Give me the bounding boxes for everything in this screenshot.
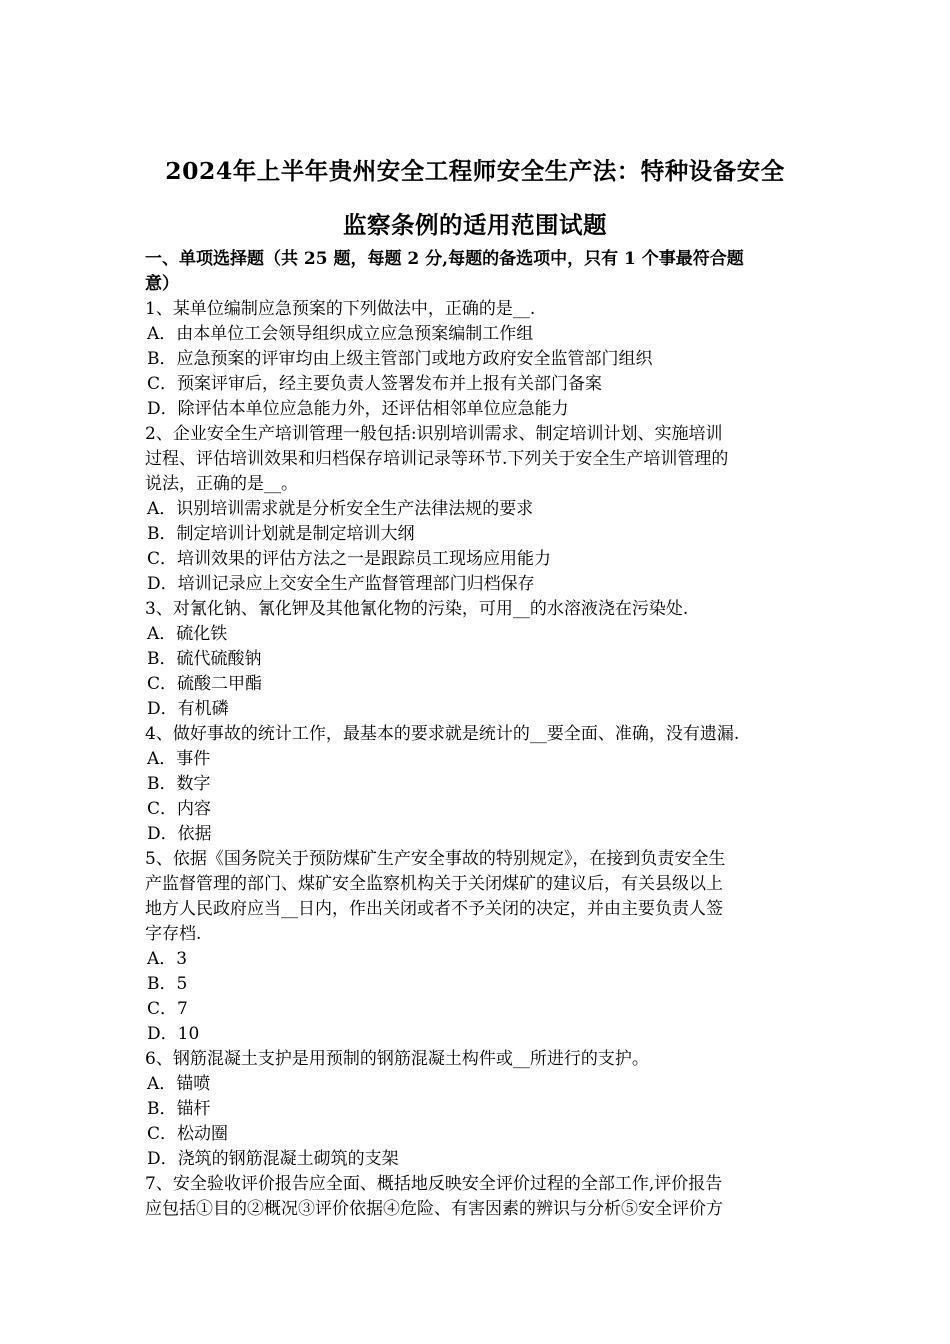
question-1 [145,297,815,422]
answer-option: C．预案评审后，经主要负责人签署发布并上报有关部门备案 [147,374,603,394]
question-7 [145,1172,815,1222]
document-title-line-2: 监察条例的适用范围试题 [343,211,607,239]
answer-option: B．硫代硫酸钠 [147,649,262,669]
answer-option: B．锚杆 [147,1099,211,1119]
question-stem-line: 5、依据《国务院关于预防煤矿生产安全事故的特别规定》，在接到负责安全生 [145,849,726,869]
answer-option: D．培训记录应上交安全生产监督管理部门归档保存 [147,574,535,594]
question-stem-line: 7、安全验收评价报告应全面、概括地反映安全评价过程的全部工作,评价报告 [145,1174,723,1194]
question-stem-line: 过程、评估培训效果和归档保存培训记录等环节.下列关于安全生产培训管理的 [145,449,729,469]
answer-option: A．锚喷 [147,1074,211,1094]
question-stem-line: 1、某单位编制应急预案的下列做法中，正确的是__. [145,299,536,319]
question-5 [145,847,815,1047]
answer-option: C．硫酸二甲酯 [147,674,263,694]
answer-option: D．除评估本单位应急能力外，还评估相邻单位应急能力 [147,399,569,419]
answer-option: B．应急预案的评审均由上级主管部门或地方政府安全监管部门组织 [147,349,653,369]
answer-option: C．培训效果的评估方法之一是跟踪员工现场应用能力 [147,549,552,569]
question-stem-line: 地方人民政府应当__日内，作出关闭或者不予关闭的决定，并由主要负责人签 [145,899,723,919]
section-heading-continued: 意） [145,274,179,294]
document-title-line-1: 2024年上半年贵州安全工程师安全生产法：特种设备安全 [165,157,785,185]
question-stem-line: 2、企业安全生产培训管理一般包括:识别培训需求、制定培训计划、实施培训 [145,424,723,444]
answer-option: C．7 [147,999,188,1019]
answer-option: A．硫化铁 [147,624,228,644]
question-stem-line: 4、做好事故的统计工作，最基本的要求就是统计的__要全面、准确，没有遗漏. [145,724,740,744]
answer-option: C．松动圈 [147,1124,229,1144]
question-3 [145,597,815,722]
question-2 [145,422,815,597]
answer-option: D．10 [147,1024,200,1044]
question-stem-line: 产监督管理的部门、煤矿安全监察机构关于关闭煤矿的建议后，有关县级以上 [145,874,723,894]
answer-option: A．事件 [147,749,211,769]
answer-option: D．浇筑的钢筋混凝土砌筑的支架 [147,1149,399,1169]
answer-option: B．数字 [147,774,211,794]
question-stem-line: 6、钢筋混凝土支护是用预制的钢筋混凝土构件或__所进行的支护。 [145,1049,649,1069]
answer-option: D．有机磷 [147,699,229,719]
answer-option: A．识别培训需求就是分析安全生产法律法规的要求 [147,499,534,519]
answer-option: B．5 [147,974,188,994]
section-heading: 一、单项选择题（共 25 题，每题 2 分,每题的备选项中，只有 1 个事最符合题 [145,249,744,269]
answer-option: A．3 [147,949,188,969]
question-stem-line: 3、对氰化钠、氰化钾及其他氰化物的污染，可用__的水溶液浇在污染处. [145,599,689,619]
question-stem-line: 说法，正确的是__。 [145,474,298,494]
document-body [145,247,815,1222]
answer-option: D．依据 [147,824,212,844]
answer-option: B．制定培训计划就是制定培训大纲 [147,524,415,544]
answer-option: A．由本单位工会领导组织成立应急预案编制工作组 [147,324,534,344]
question-6 [145,1047,815,1172]
answer-option: C．内容 [147,799,212,819]
question-stem-line: 应包括①目的②概况③评价依据④危险、有害因素的辨识与分析⑤安全评价方 [145,1199,723,1219]
question-stem-line: 字存档. [145,924,202,944]
question-4 [145,722,815,847]
